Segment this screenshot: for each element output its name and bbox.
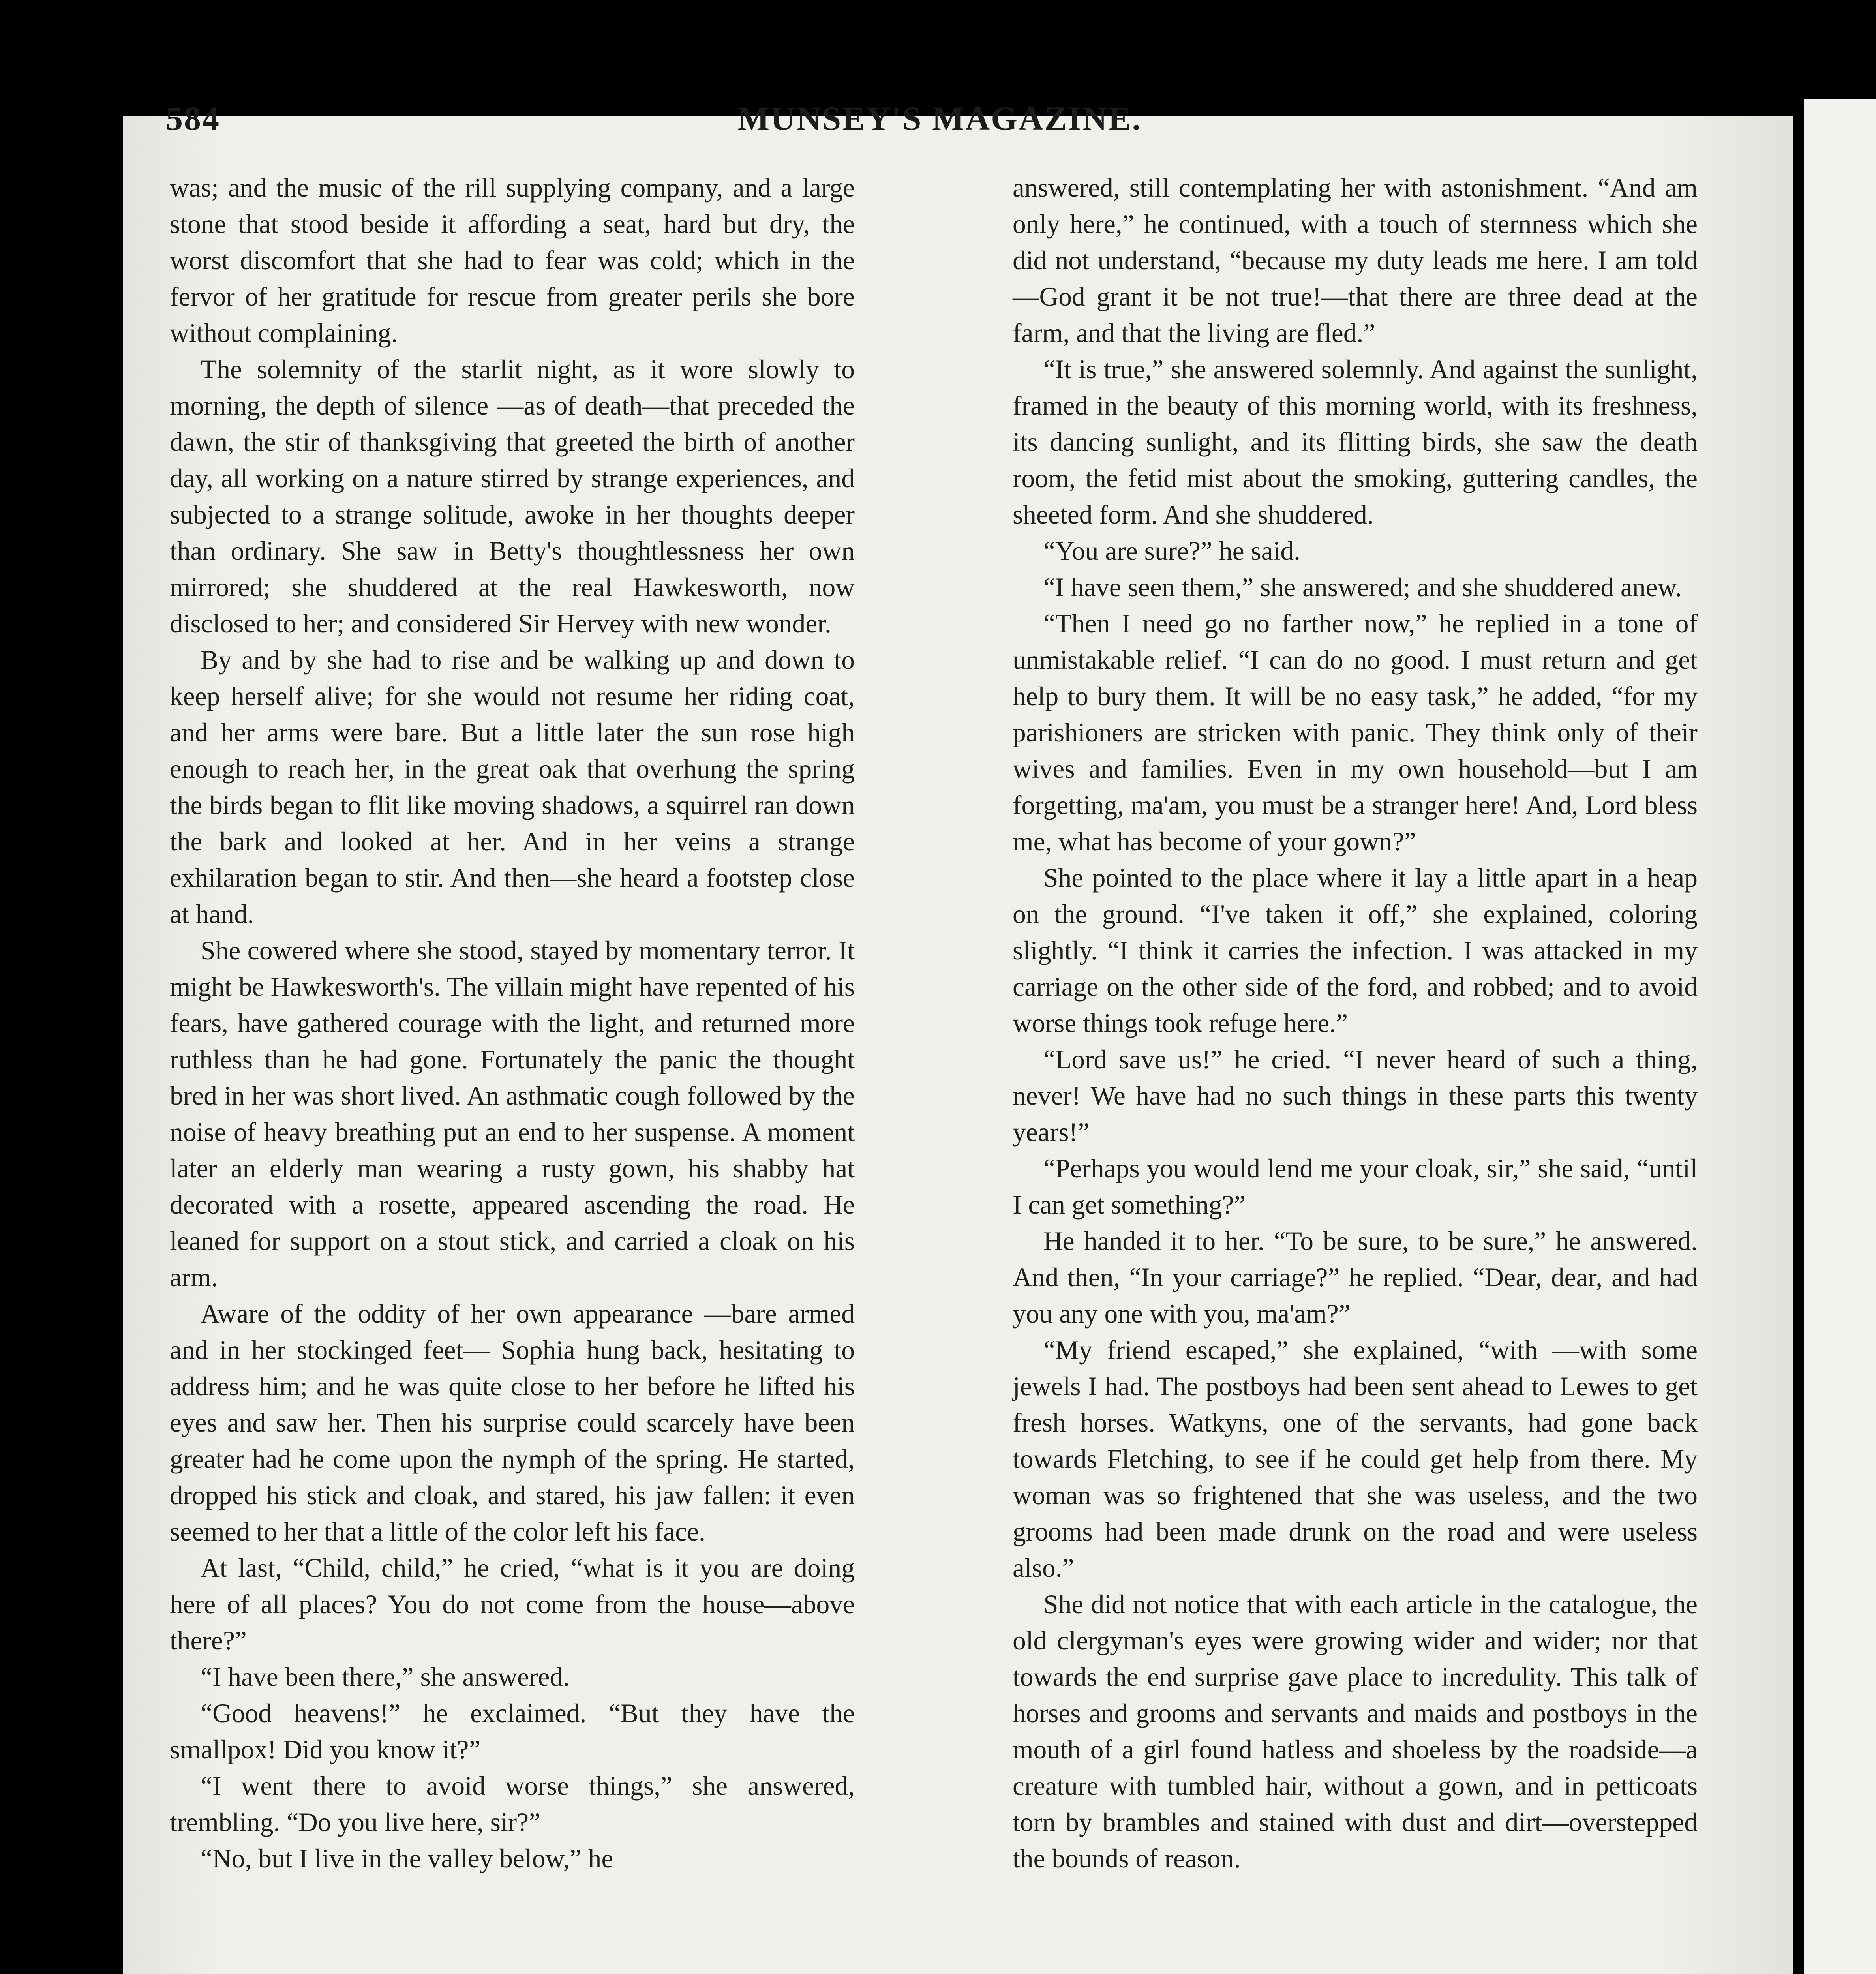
paragraph: “It is true,” she answered solemnly. And against the sunlight, framed in the beauty of this morning world, with its freshness, its dancing sunlight, and its flitting birds, she saw the death room, the fetid mist about the smoking, guttering candles, the sheeted form. And she shuddered. [1013, 355, 1698, 529]
paragraph: “Good heavens!” he exclaimed. “But they have the smallpox! Did you know it?” [170, 1698, 855, 1764]
paragraph: “I went there to avoid worse things,” she answered, trembling. “Do you live here, sir?” [170, 1771, 855, 1837]
paragraph: answered, still contemplating her with astonishment. “And am only here,” he continued, with a touch of sternness which she did not understand, “because my duty leads me here. I am told—God grant it be not true!—that there are three dead at the farm, and that the living are fled.” [1013, 173, 1698, 348]
left-column [170, 170, 855, 1974]
paragraph: “You are sure?” he said. [1043, 536, 1301, 566]
page-number: 584 [166, 99, 220, 137]
paragraph: “I have been there,” she answered. [201, 1662, 570, 1692]
paragraph: “Perhaps you would lend me your cloak, sir,” she said, “until I can get something?” [1013, 1154, 1698, 1220]
paragraph: At last, “Child, child,” he cried, “what is it you are doing here of all places? You do not come from the house—above there?” [170, 1553, 855, 1655]
paragraph: Aware of the oddity of her own appearance —bare armed and in her stockinged feet— Sophia hung back, hesitating to address him; and he was quite close to her before he lifted his eyes and saw her. Then his surprise could scarcely have been greater had he come upon the nymph of the spring. He started, dropped his stick and cloak, and stared, his jaw fallen: it even seemed to her that a little of the color left his face. [170, 1299, 855, 1546]
running-title: MUNSEY'S MAGAZINE. [737, 99, 1142, 137]
paragraph: The solemnity of the starlit night, as it wore slowly to morning, the depth of silence —as of death—that preceded the dawn, the stir of thanksgiving that greeted the birth of another day, all working on a nature stirred by strange experiences, and subjected to a strange solitude, awoke in her thoughts deeper than ordinary. She saw in Betty's thoughtlessness her own mirrored; she shuddered at the real Hawkesworth, now disclosed to her; and considered Sir Hervey with new wonder. [170, 355, 855, 638]
right-column [1013, 170, 1698, 1974]
paragraph: “My friend escaped,” she explained, “with —with some jewels I had. The postboys had been sent ahead to Lewes to get fresh horses. Watkyns, one of the servants, had gone back towards Fletching, to see if he could get help from there. My woman was so frightened that she was useless, and the two grooms had been made drunk on the road and were useless also.” [1013, 1335, 1698, 1583]
paragraph: “Lord save us!” he cried. “I never heard of such a thing, never! We have had no such things in these parts this twenty years!” [1013, 1045, 1698, 1147]
facing-page-edge [1804, 99, 1876, 1974]
page-header [166, 99, 1713, 158]
paragraph: She cowered where she stood, stayed by momentary terror. It might be Hawkesworth's. The villain might have repented of his fears, have gathered courage with the light, and returned more ruthless than he had gone. Fortunately the panic the thought bred in her was short lived. An asthmatic cough followed by the noise of heavy breathing put an end to her suspense. A moment later an elderly man wearing a rusty gown, his shabby hat decorated with a rosette, appeared ascending the road. He leaned for support on a stout stick, and carried a cloak on his arm. [170, 936, 855, 1292]
paragraph: By and by she had to rise and be walking up and down to keep herself alive; for she would not resume her riding coat, and her arms were bare. But a little later the sun rose high enough to reach her, in the great oak that overhung the spring the birds began to flit like moving shadows, a squirrel ran down the bark and looked at her. And in her veins a strange exhilaration began to stir. And then—she heard a footstep close at hand. [170, 645, 855, 929]
paragraph: “Then I need go no farther now,” he replied in a tone of unmistakable relief. “I can do no good. I must return and get help to bury them. It will be no easy task,” he added, “for my parishioners are stricken with panic. They think only of their wives and families. Even in my own household—but I am forgetting, ma'am, you must be a stranger here! And, Lord bless me, what has become of your gown?” [1013, 609, 1698, 856]
paragraph: He handed it to her. “To be sure, to be sure,” he answered. And then, “In your carriage?” he replied. “Dear, dear, and had you any one with you, ma'am?” [1013, 1226, 1698, 1329]
paragraph: She pointed to the place where it lay a little apart in a heap on the ground. “I've taken it off,” she explained, coloring slightly. “I think it carries the infection. I was attacked in my carriage on the other side of the ford, and robbed; and to avoid worse things took refuge here.” [1013, 863, 1698, 1038]
paragraph: was; and the music of the rill supplying company, and a large stone that stood beside it affording a seat, hard but dry, the worst discomfort that she had to fear was cold; which in the fervor of her gratitude for rescue from greater perils she bore without complaining. [170, 173, 855, 348]
paragraph: “No, but I live in the valley below,” he [201, 1844, 613, 1873]
paragraph: She did not notice that with each article in the catalogue, the old clergyman's eyes were growing wider and wider; nor that towards the end surprise gave place to incredulity. This talk of horses and grooms and servants and maids and postboys in the mouth of a girl found hatless and shoeless by the roadside—a creature with tumbled hair, without a gown, and in petticoats torn by brambles and stained with dust and dirt—overstepped the bounds of reason. [1013, 1589, 1698, 1873]
paragraph: “I have seen them,” she answered; and she shuddered anew. [1043, 572, 1682, 602]
